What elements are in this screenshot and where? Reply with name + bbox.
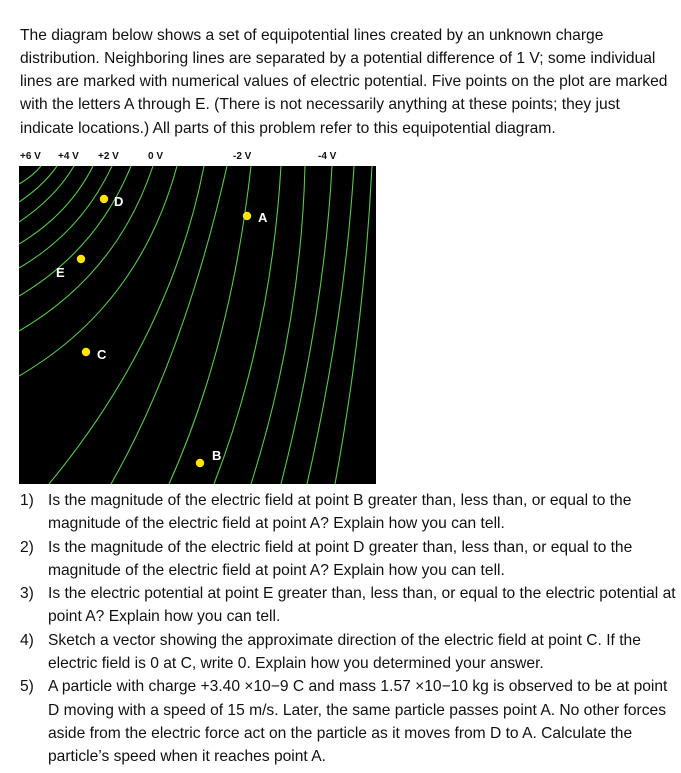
point-marker [243, 212, 251, 220]
point-label: E [56, 265, 65, 280]
point-label: A [258, 210, 268, 225]
question-4 [20, 629, 680, 676]
question-number: 4) [20, 631, 34, 649]
point-marker [196, 459, 204, 467]
point-marker [77, 255, 85, 263]
question-text: Is the electric potential at point E greater than, less than, or equal to the electric potential at point A? Explain how you can tell. [48, 585, 676, 626]
question-number: 5) [20, 678, 34, 696]
question-2 [20, 536, 680, 583]
question-number: 3) [20, 585, 34, 603]
point-label: B [212, 448, 222, 463]
question-1 [20, 489, 680, 536]
question-number: 1) [20, 492, 34, 509]
question-text: A particle with charge +3.40 ×10−9 C and mass 1.57 ×10−10 kg is observed to be at point D moving with a speed of 15 m/s. Later, the same particle passes point A. No other forces aside from the electric force act on the particle as it moves from D to A. Calculate the particle’s speed when it reaches point A. [48, 678, 668, 766]
plot-background [19, 166, 376, 484]
line-label-0v: 0 V [148, 151, 164, 162]
line-label-plus-6v: +6 V [20, 151, 41, 162]
line-label-plus-2v: +2 V [98, 151, 119, 162]
line-label-plus-4v: +4 V [58, 151, 79, 162]
question-list [20, 489, 680, 769]
question-5 [20, 675, 680, 768]
point-label: C [97, 347, 107, 362]
question-text: Sketch a vector showing the approximate direction of the electric field at point C. If the electric field is 0 at C, write 0. Explain how you determined your answer. [48, 631, 641, 673]
question-number: 2) [20, 538, 34, 556]
point-marker [100, 195, 108, 203]
line-label-minus-2v: -2 V [233, 151, 252, 162]
line-label-minus-4v: -4 V [318, 151, 337, 162]
equipotential-diagram [19, 166, 376, 484]
question-3 [20, 582, 680, 629]
point-marker [82, 348, 90, 356]
problem-intro: The diagram below shows a set of equipotential lines created by an unknown charge distribution. Neighboring lines are separated by a potential difference of 1 V; some individual lines are marked with numerical values of electric potential. Five points on the plot are marked with the letters A through E. (There is not necessarily anything at these points; they just indicate locations.) All parts of this problem refer to this equipotential diagram. [20, 26, 668, 137]
equipotential-plot [19, 166, 376, 484]
point-label: D [114, 194, 124, 209]
question-text: Is the magnitude of the electric field at point B greater than, less than, or equal to the magnitude of the electric field at point A? Explain how you can tell. [48, 492, 632, 533]
question-text: Is the magnitude of the electric field at point D greater than, less than, or equal to the magnitude of the electric field at point A? Explain how you can tell. [48, 538, 633, 579]
